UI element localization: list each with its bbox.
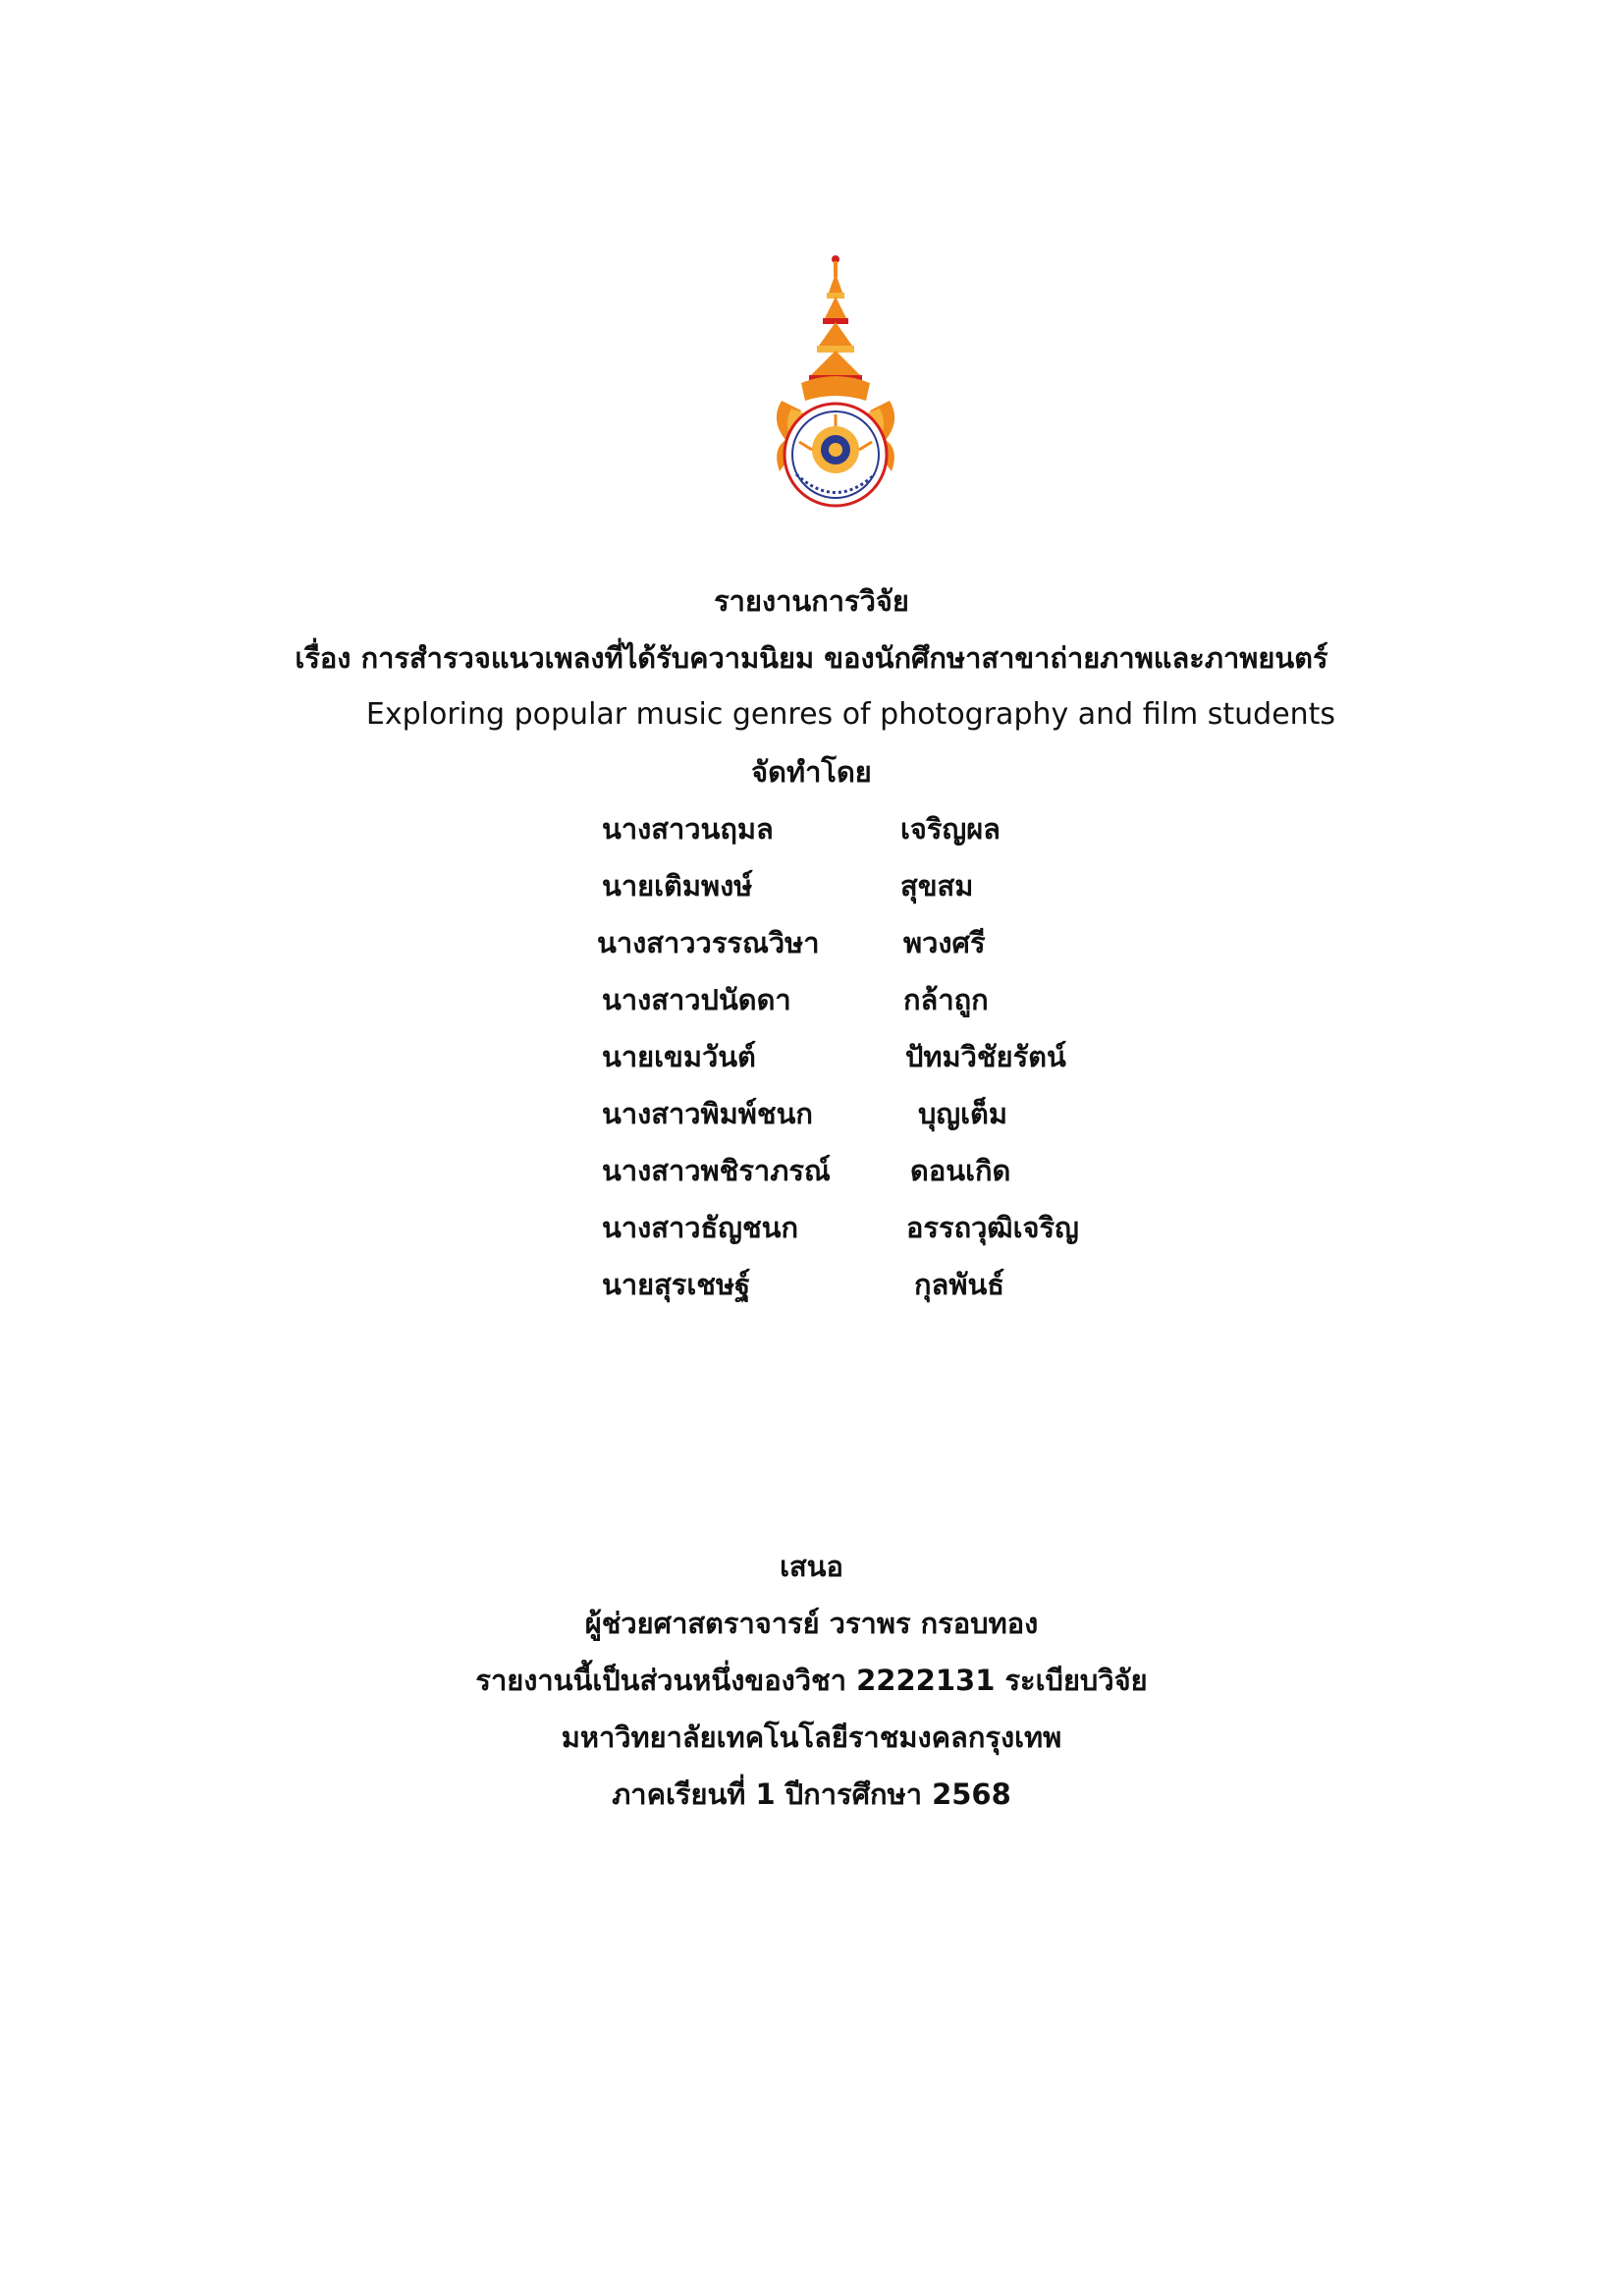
submitted-to-label: เสนอ [780, 1550, 843, 1583]
advisor-name: ผู้ช่วยศาสตราจารย์ วราพร กรอบทอง [584, 1607, 1039, 1640]
author-first-name: นางสาวพชิราภรณ์ [602, 1154, 831, 1187]
author-first-name: นางสาววรรณวิษา [597, 926, 820, 959]
author-first-name: นางสาวปนัดดา [602, 983, 791, 1016]
university-emblem-icon [762, 253, 909, 520]
prepared-by-label: จัดทำโดย [751, 755, 872, 789]
title-english: Exploring popular music genres of photography and film students [365, 697, 1336, 732]
author-last-name: บุญเต็ม [918, 1097, 1007, 1130]
university-name: มหาวิทยาลัยเทคโนโลยีราชมงคลกรุงเทพ [561, 1721, 1062, 1754]
author-first-name: นางสาวพิมพ์ชนก [602, 1097, 813, 1130]
author-last-name: เจริญผล [900, 812, 1001, 846]
author-last-name: กุลพันธ์ [914, 1268, 1004, 1301]
semester: ภาคเรียนที่ 1 ปีการศึกษา 2568 [612, 1777, 1011, 1811]
author-first-name: นางสาวนฤมล [602, 812, 774, 846]
author-first-name: นางสาวธัญชนก [602, 1211, 799, 1244]
course-note: รายงานนี้เป็นส่วนหนึ่งของวิชา 2222131 ระเบียบวิจัย [475, 1664, 1148, 1697]
author-last-name: สุขสม [900, 869, 974, 902]
author-last-name: พวงศรี [903, 926, 986, 959]
author-last-name: อรรถวุฒิเจริญ [906, 1211, 1079, 1244]
author-first-name: นายสุรเชษฐ์ [602, 1268, 751, 1301]
author-last-name: ดอนเกิด [910, 1154, 1011, 1187]
author-last-name: ปัทมวิชัยรัตน์ [905, 1040, 1066, 1073]
title-thai: เรื่อง การสำรวจแนวเพลงที่ได้รับความนิยม ของนักศึกษาสาขาถ่ายภาพและภาพยนตร์ [295, 641, 1328, 675]
report-type: รายงานการวิจัย [714, 584, 909, 618]
author-last-name: กล้าถูก [903, 983, 989, 1016]
author-first-name: นายเขมวันต์ [602, 1040, 756, 1073]
author-first-name: นายเติมพงษ์ [602, 869, 753, 902]
